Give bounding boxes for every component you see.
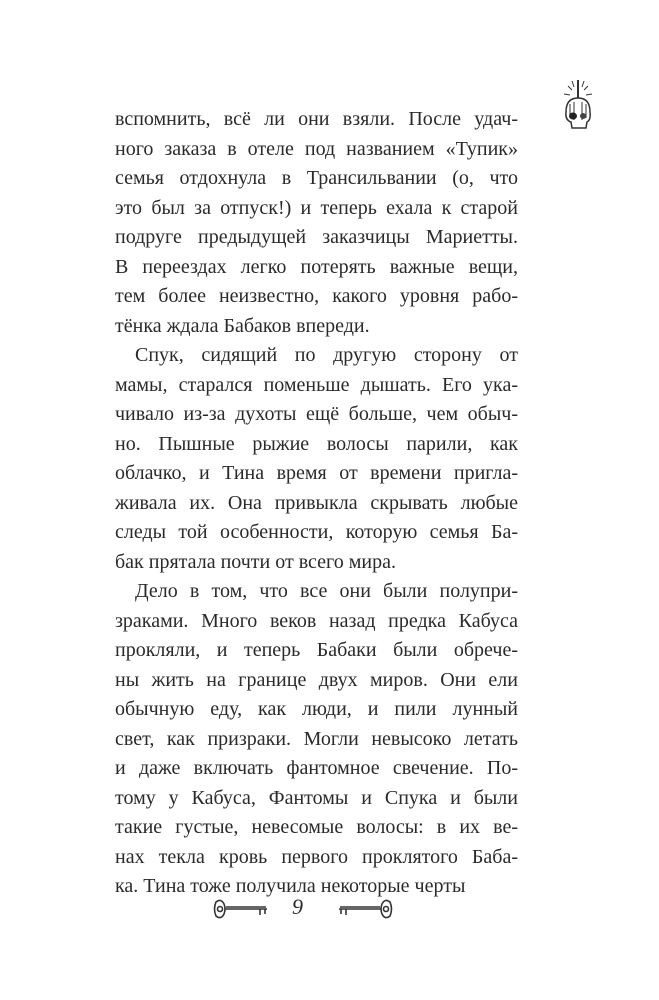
text-line: зраками. Много веков назад предка Кабуса <box>115 609 518 632</box>
text-line: В переездах легко потерять важные вещи, <box>115 255 518 278</box>
text-line: но. Пышные рыжие волосы парили, как <box>115 432 518 455</box>
text-line: ны жить на границе двух миров. Они ели <box>115 668 518 691</box>
text-line: тем более неизвестно, какого уровня рабо- <box>115 285 518 307</box>
text-line: следы той особенности, которую семья Ба- <box>115 521 518 543</box>
text-line: Спук, сидящий по другую сторону от <box>135 344 518 366</box>
text-line: живала их. Она привыкла скрывать любые <box>115 491 518 514</box>
page-footer <box>0 890 659 930</box>
key-icon <box>212 896 272 922</box>
text-line: семья отдохнула в Трансильвании (о, что <box>115 167 518 189</box>
text-line: прокляли, и теперь Бабаки были обрече- <box>115 639 518 661</box>
text-line: чивало из-за духоты ещё больше, чем обыч- <box>115 403 518 425</box>
text-line: такие густые, невесомые волосы: в их ве- <box>115 816 518 838</box>
text-line: и даже включать фантомное свечение. По- <box>115 757 518 779</box>
text-line: тому у Кабуса, Фантомы и Спука и были <box>115 786 518 809</box>
body-text <box>115 105 518 902</box>
text-line: бак прятала почти от всего мира. <box>115 550 396 573</box>
text-line: подруге предыдущей заказчицы Мариетты. <box>115 226 518 248</box>
text-line: ного заказа в отеле под названием «Тупик» <box>115 137 518 160</box>
text-line: вспомнить, всё ли они взяли. После удач- <box>115 108 518 130</box>
key-icon <box>334 896 394 922</box>
text-line: тёнка ждала Бабаков впереди. <box>115 314 370 337</box>
text-line: Дело в том, что все они были полупри- <box>135 580 518 602</box>
skull-candle-icon <box>560 78 596 134</box>
text-line: облачко, и Тина время от времени пригла- <box>115 462 518 484</box>
text-line: это был за отпуск!) и теперь ехала к старой <box>115 196 518 219</box>
text-line: обычную еду, как люди, и пили лунный <box>115 698 518 720</box>
page-number: 9 <box>292 894 303 919</box>
text-line: нах текла кровь первого проклятого Баба- <box>115 845 518 868</box>
text-line: свет, как призраки. Могли невысоко летать <box>115 727 518 750</box>
text-line: мамы, старался поменьше дышать. Его ука- <box>115 373 518 396</box>
text-line: ка. Тина тоже получила некоторые черты <box>115 875 466 897</box>
